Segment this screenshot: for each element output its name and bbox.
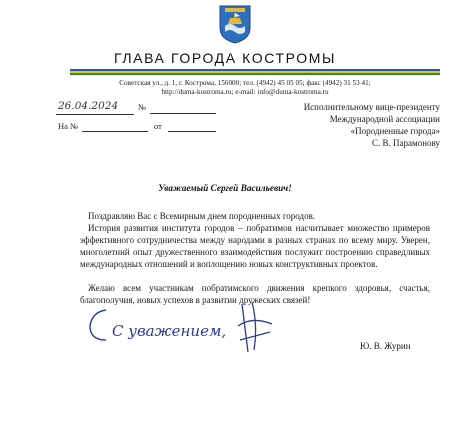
addressee-line: «Породненные города»	[350, 126, 440, 136]
letterhead-title: ГЛАВА ГОРОДА КОСТРОМЫ	[113, 50, 337, 66]
greeting: Уважаемый Сергей Васильевич!	[158, 184, 292, 194]
body-paragraph-2: История развития института городов – побратимов насчитывает множество примеров эффективного сотрудничества между народами в разных странах по всему миру. Уверен, многолетний опыт дружественного взаимодействия послужит построению справедливых международных отношений и воплощению новых конструктивных проектов.	[80, 223, 430, 269]
addressee-line: С. В. Парамонову	[372, 138, 440, 148]
svg-text:С уважением,: С уважением,	[112, 322, 227, 340]
addressee-line: Международной ассоциации	[329, 114, 440, 124]
signatory-name: Ю. В. Журин	[360, 341, 411, 351]
reference-number-underline	[82, 131, 148, 132]
addressee-block	[250, 101, 440, 149]
body-paragraph-3: Желаю всем участникам побратимского движения крепкого здоровья, счастья, благополучия, новых успехов в развитии дружеских связей!	[80, 283, 430, 305]
reference-date-label: от	[154, 121, 162, 131]
tricolor-strip	[70, 69, 440, 75]
letterhead-address: Советская ул., д. 1, г. Кострома, 156000; тел. (4942) 45 05 05; факс (4942) 31 53 41;	[119, 79, 371, 87]
reference-number-label: На №	[58, 121, 79, 131]
coat-of-arms-icon	[218, 4, 252, 44]
addressee-line: Исполнительному вице-президенту	[303, 102, 440, 112]
letterhead-web: http://duma-kostroma.ru; e-mail: info@duma-kostroma.ru	[161, 88, 329, 96]
body-paragraph-1: Поздравляю Вас с Всемирным днем породненных городов.	[88, 211, 316, 221]
number-label: №	[138, 102, 147, 112]
handwritten-date: 26.04.2024	[58, 100, 119, 112]
number-underline	[150, 113, 216, 114]
handwritten-signature	[82, 296, 282, 356]
reference-date-underline	[168, 131, 216, 132]
date-underline	[56, 114, 134, 115]
